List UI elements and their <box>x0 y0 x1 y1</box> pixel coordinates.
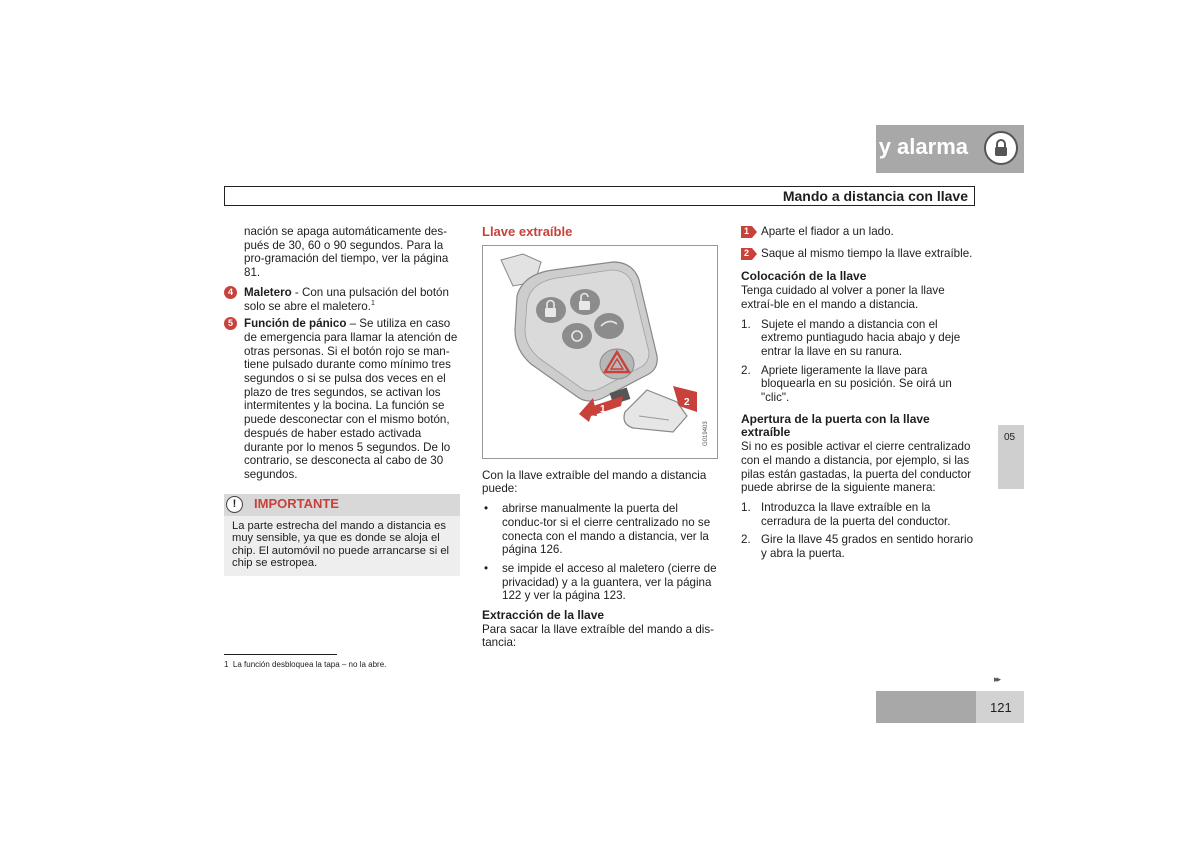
list-text: Gire la llave 45 grados en sentido horario y abra la puerta. <box>761 533 974 561</box>
column-2 <box>482 225 718 650</box>
section-title: Mando a distancia con llave <box>782 188 968 204</box>
page-number: 121 <box>990 700 1012 715</box>
bullet-text: se impide el acceso al maletero (cierre de privacidad) y a la guantera, ver la página 122 y ver la página 123. <box>502 561 717 603</box>
placement-list-item <box>741 364 977 405</box>
list-text: Introduzca la llave extraíble en la cerradura de la puerta del conductor. <box>761 500 951 528</box>
arrow-2-label: 2 <box>684 396 690 408</box>
lock-icon <box>984 131 1018 165</box>
placement-text: Tenga cuidado al volver a poner la llave extraí-ble en el mando a distancia. <box>741 284 945 311</box>
important-header <box>224 494 460 516</box>
key-fob-illustration <box>483 246 717 458</box>
number-badge: 4 <box>224 286 237 299</box>
list-number: 2. <box>741 533 751 547</box>
placement-heading: Colocación de la llave <box>741 269 867 284</box>
step-text: Saque al mismo tiempo la llave extraíble. <box>761 246 973 260</box>
bullet-dot: • <box>484 502 489 516</box>
list-number: 1. <box>741 500 751 514</box>
extraction-heading: Extracción de la llave <box>482 608 605 623</box>
intro-text: nación se apaga automáticamente des-pués de 30, 60 o 90 segundos. Para la pro-gramación del tiempo, ver la página 81. <box>244 225 449 280</box>
bullet-dot: • <box>484 561 489 575</box>
door-heading: Apertura de la puerta con la llave extraíble <box>741 411 930 440</box>
footnote-mark: 1 <box>224 660 229 669</box>
column-1 <box>224 225 460 576</box>
list-number: 2. <box>741 363 751 377</box>
list-item-5 <box>224 317 460 481</box>
step-number: 2 <box>744 247 750 258</box>
section-heading: Llave extraíble <box>482 224 573 239</box>
figure-code: G019403 <box>703 421 709 446</box>
list-number: 1. <box>741 317 751 331</box>
step-number: 1 <box>744 226 750 236</box>
number-badge: 5 <box>224 317 237 330</box>
extraction-text: Para sacar la llave extraíble del mando a dis-tancia: <box>482 622 714 650</box>
arrow-1-label: 1 <box>600 403 606 415</box>
bullet-item <box>482 502 718 557</box>
item-label: Maletero <box>244 285 292 299</box>
placement-list-item <box>741 318 977 359</box>
bullet-item <box>482 562 718 603</box>
continue-arrows-icon: ▸▸ <box>994 674 1000 684</box>
footnote-divider <box>224 654 337 655</box>
important-box <box>224 494 460 576</box>
footnote-ref: 1 <box>370 299 375 307</box>
list-item-4 <box>224 286 460 313</box>
step-item <box>741 225 977 239</box>
important-title: IMPORTANTE <box>254 495 339 511</box>
door-list-item <box>741 533 977 560</box>
warning-icon: ! <box>226 496 243 513</box>
column-3 <box>741 225 977 566</box>
footnote-text: La función desbloquea la tapa – no la abre. <box>232 660 387 669</box>
list-text: Sujete el mando a distancia con el extremo puntiagudo hacia abajo y deje entrar la llave en su ranura. <box>761 317 961 358</box>
item-text: – Se utiliza en caso de emergencia para llamar la atención de otras personas. Si el botón rojo se man-tiene pulsado durante como mínimo tres segundos o si se pulsa dos veces en el plazo de tres segundos, se activan los intermitentes y la bocina. La función se puede desconectar con el mismo botón, después de haber estado activada durante por lo menos 5 segundos. De lo contrario, se desconecta al cabo de 30 segundos. <box>244 317 458 481</box>
side-tab-label: 05 <box>1004 432 1016 443</box>
door-list-item <box>741 501 977 528</box>
footnote <box>224 660 386 669</box>
item-text: - Con una pulsación del botón solo se abre el maletero. <box>244 285 449 313</box>
figure-intro: Con la llave extraíble del mando a distancia puede: <box>482 468 707 496</box>
important-text: La parte estrecha del mando a distancia es muy sensible, ya que es donde se aloja el chip. El automóvil no puede arrancarse si el chip se estropea. <box>232 519 450 570</box>
door-text: Si no es posible activar el cierre centralizado con el mando a distancia, por ejemplo, si las pilas están gastadas, la puerta del conductor puede abrirse de la siguiente manera: <box>741 440 972 495</box>
footer-bar <box>876 691 976 723</box>
chapter-title: 05 Cierres y alarma <box>766 134 968 159</box>
item-label: Función de pánico <box>244 317 347 331</box>
step-text: Aparte el fiador a un lado. <box>761 225 894 238</box>
bullet-text: abrirse manualmente la puerta del conduc-tor si el cierre centralizado no se conecta con el mando a distancia, ver la página 126. <box>502 502 711 557</box>
list-text: Apriete ligeramente la llave para bloquearla en su posición. Se oirá un "clic". <box>761 363 952 405</box>
key-fob-figure <box>482 245 718 459</box>
step-item <box>741 247 977 261</box>
